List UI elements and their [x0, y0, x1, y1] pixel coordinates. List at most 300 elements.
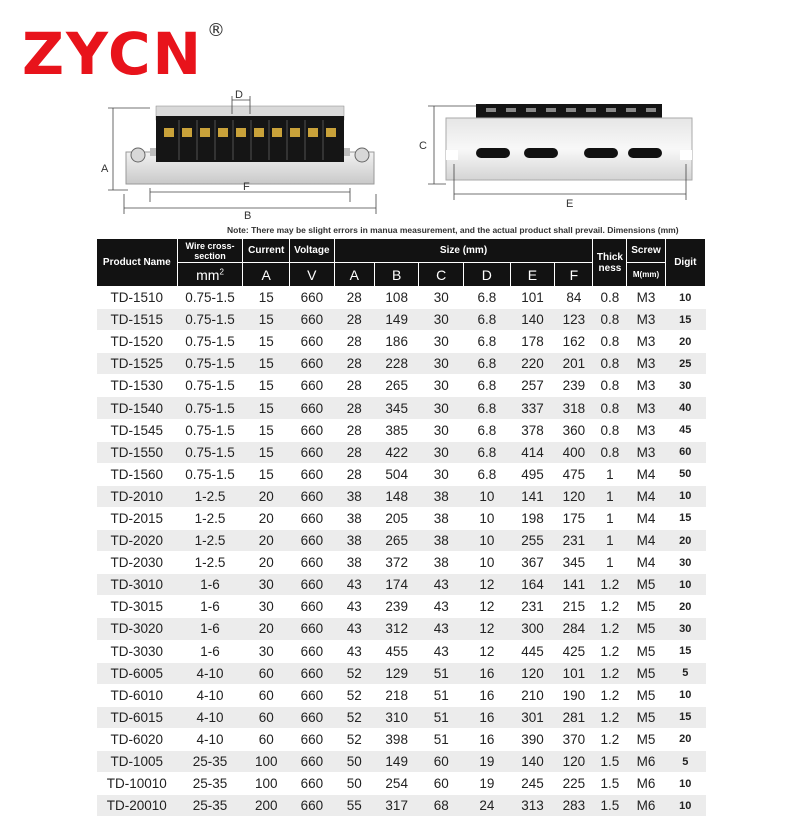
dim-label-a: A — [101, 163, 109, 175]
cell-thickness: 1 — [593, 507, 627, 529]
cell-wire-section: 1-2.5 — [177, 552, 243, 574]
cell-size-a: 28 — [334, 397, 374, 419]
cell-size-e: 445 — [510, 640, 555, 662]
cell-product-name: TD-1530 — [97, 375, 178, 397]
cell-size-c: 30 — [419, 331, 464, 353]
cell-current: 15 — [243, 419, 290, 441]
header-voltage: Voltage — [290, 239, 335, 263]
dim-label-c: C — [419, 140, 427, 152]
header-screw: Screw — [627, 239, 665, 263]
cell-size-e: 141 — [510, 485, 555, 507]
cell-voltage: 660 — [290, 750, 335, 772]
header-current: Current — [243, 239, 290, 263]
cell-size-b: 422 — [374, 441, 419, 463]
cell-thickness: 0.8 — [593, 397, 627, 419]
cell-wire-section: 0.75-1.5 — [177, 419, 243, 441]
cell-voltage: 660 — [290, 309, 335, 331]
cell-size-c: 68 — [419, 795, 464, 817]
cell-screw: M3 — [627, 331, 665, 353]
cell-screw: M4 — [627, 463, 665, 485]
cell-size-f: 345 — [555, 552, 593, 574]
cell-wire-section: 0.75-1.5 — [177, 441, 243, 463]
cell-size-c: 30 — [419, 287, 464, 309]
cell-current: 15 — [243, 309, 290, 331]
cell-size-f: 162 — [555, 331, 593, 353]
cell-size-c: 30 — [419, 441, 464, 463]
cell-size-c: 30 — [419, 353, 464, 375]
cell-size-d: 12 — [464, 618, 511, 640]
cell-screw: M3 — [627, 419, 665, 441]
cell-voltage: 660 — [290, 485, 335, 507]
cell-screw: M5 — [627, 662, 665, 684]
cell-size-c: 51 — [419, 662, 464, 684]
cell-product-name: TD-1005 — [97, 750, 178, 772]
table-row — [97, 397, 706, 419]
cell-current: 20 — [243, 552, 290, 574]
table-row — [97, 618, 706, 640]
header-size-f: F — [555, 263, 593, 287]
front-view — [108, 96, 376, 214]
cell-voltage: 660 — [290, 287, 335, 309]
cell-thickness: 0.8 — [593, 441, 627, 463]
cell-size-c: 43 — [419, 618, 464, 640]
cell-thickness: 1.5 — [593, 795, 627, 817]
header-size-c: C — [419, 263, 464, 287]
cell-size-d: 6.8 — [464, 441, 511, 463]
cell-wire-section: 0.75-1.5 — [177, 353, 243, 375]
cell-current: 15 — [243, 331, 290, 353]
cell-screw: M3 — [627, 397, 665, 419]
cell-size-e: 257 — [510, 375, 555, 397]
cell-size-a: 28 — [334, 331, 374, 353]
dim-label-b: B — [244, 210, 252, 222]
measurement-note: Note: There may be slight errors in manua measurement, and the actual product shall prevail. Dimensions (mm) — [227, 225, 679, 235]
cell-size-d: 16 — [464, 662, 511, 684]
cell-size-e: 140 — [510, 309, 555, 331]
cell-size-d: 6.8 — [464, 375, 511, 397]
cell-size-c: 60 — [419, 773, 464, 795]
cell-product-name: TD-6005 — [97, 662, 178, 684]
cell-thickness: 1 — [593, 530, 627, 552]
table-row — [97, 750, 706, 772]
cell-thickness: 1.2 — [593, 596, 627, 618]
cell-current: 15 — [243, 287, 290, 309]
cell-digit: 15 — [665, 309, 705, 331]
cell-size-a: 43 — [334, 574, 374, 596]
cell-product-name: TD-1560 — [97, 463, 178, 485]
cell-wire-section: 0.75-1.5 — [177, 463, 243, 485]
cell-product-name: TD-1525 — [97, 353, 178, 375]
cell-product-name: TD-3030 — [97, 640, 178, 662]
cell-screw: M5 — [627, 728, 665, 750]
dim-label-e: E — [566, 198, 574, 210]
cell-size-a: 43 — [334, 618, 374, 640]
cell-voltage: 660 — [290, 530, 335, 552]
cell-wire-section: 0.75-1.5 — [177, 287, 243, 309]
cell-wire-section: 0.75-1.5 — [177, 375, 243, 397]
cell-screw: M5 — [627, 706, 665, 728]
cell-size-a: 50 — [334, 750, 374, 772]
header-size-d: D — [464, 263, 511, 287]
cell-digit: 40 — [665, 397, 705, 419]
cell-size-e: 178 — [510, 331, 555, 353]
cell-current: 30 — [243, 574, 290, 596]
table-row — [97, 596, 706, 618]
header-wire-unit: $mm^2$ — [177, 263, 243, 287]
cell-size-f: 215 — [555, 596, 593, 618]
cell-size-b: 372 — [374, 552, 419, 574]
cell-wire-section: 1-6 — [177, 574, 243, 596]
cell-size-b: 317 — [374, 795, 419, 817]
cell-thickness: 1.2 — [593, 640, 627, 662]
cell-size-d: 19 — [464, 750, 511, 772]
cell-size-b: 239 — [374, 596, 419, 618]
cell-thickness: 1.2 — [593, 618, 627, 640]
cell-current: 20 — [243, 530, 290, 552]
cell-thickness: 0.8 — [593, 287, 627, 309]
cell-product-name: TD-6015 — [97, 706, 178, 728]
cell-current: 30 — [243, 596, 290, 618]
cell-size-a: 52 — [334, 728, 374, 750]
cell-digit: 10 — [665, 773, 705, 795]
cell-current: 15 — [243, 375, 290, 397]
table-row — [97, 530, 706, 552]
cell-wire-section: 4-10 — [177, 684, 243, 706]
cell-current: 60 — [243, 706, 290, 728]
cell-size-c: 38 — [419, 507, 464, 529]
cell-thickness: 1 — [593, 485, 627, 507]
cell-thickness: 0.8 — [593, 353, 627, 375]
cell-digit: 10 — [665, 574, 705, 596]
cell-digit: 10 — [665, 287, 705, 309]
cell-digit: 20 — [665, 530, 705, 552]
cell-size-f: 281 — [555, 706, 593, 728]
cell-size-b: 254 — [374, 773, 419, 795]
cell-size-c: 30 — [419, 309, 464, 331]
cell-thickness: 0.8 — [593, 419, 627, 441]
cell-size-f: 283 — [555, 795, 593, 817]
cell-voltage: 660 — [290, 728, 335, 750]
cell-size-a: 52 — [334, 662, 374, 684]
cell-voltage: 660 — [290, 441, 335, 463]
cell-size-e: 390 — [510, 728, 555, 750]
header-size-b: B — [374, 263, 419, 287]
cell-size-f: 225 — [555, 773, 593, 795]
cell-size-b: 149 — [374, 309, 419, 331]
cell-size-c: 43 — [419, 596, 464, 618]
cell-product-name: TD-6010 — [97, 684, 178, 706]
cell-size-d: 10 — [464, 485, 511, 507]
cell-digit: 5 — [665, 662, 705, 684]
cell-size-b: 345 — [374, 397, 419, 419]
cell-screw: M3 — [627, 287, 665, 309]
cell-size-a: 38 — [334, 507, 374, 529]
cell-size-a: 43 — [334, 640, 374, 662]
dim-label-d: D — [235, 90, 243, 101]
cell-current: 100 — [243, 773, 290, 795]
cell-product-name: TD-10010 — [97, 773, 178, 795]
cell-size-f: 120 — [555, 485, 593, 507]
cell-current: 60 — [243, 684, 290, 706]
cell-wire-section: 1-6 — [177, 640, 243, 662]
cell-size-f: 201 — [555, 353, 593, 375]
header-size-e: E — [510, 263, 555, 287]
cell-thickness: 1.5 — [593, 773, 627, 795]
cell-voltage: 660 — [290, 684, 335, 706]
cell-size-a: 28 — [334, 287, 374, 309]
table-row — [97, 640, 706, 662]
cell-size-f: 120 — [555, 750, 593, 772]
cell-size-a: 55 — [334, 795, 374, 817]
registered-mark: ® — [207, 20, 225, 41]
cell-size-f: 425 — [555, 640, 593, 662]
cell-voltage: 660 — [290, 375, 335, 397]
cell-thickness: 0.8 — [593, 331, 627, 353]
cell-voltage: 660 — [290, 773, 335, 795]
cell-size-d: 12 — [464, 574, 511, 596]
cell-size-d: 12 — [464, 640, 511, 662]
table-row — [97, 684, 706, 706]
cell-thickness: 0.8 — [593, 375, 627, 397]
cell-screw: M5 — [627, 640, 665, 662]
cell-size-e: 313 — [510, 795, 555, 817]
cell-size-e: 245 — [510, 773, 555, 795]
cell-size-d: 16 — [464, 684, 511, 706]
cell-screw: M4 — [627, 552, 665, 574]
cell-thickness: 1.5 — [593, 750, 627, 772]
cell-current: 15 — [243, 397, 290, 419]
cell-size-b: 504 — [374, 463, 419, 485]
cell-size-e: 337 — [510, 397, 555, 419]
cell-voltage: 660 — [290, 419, 335, 441]
cell-size-a: 43 — [334, 596, 374, 618]
side-view — [428, 104, 692, 200]
cell-size-f: 370 — [555, 728, 593, 750]
cell-size-a: 38 — [334, 530, 374, 552]
dimension-diagram — [0, 90, 800, 230]
cell-thickness: 1 — [593, 552, 627, 574]
cell-digit: 30 — [665, 375, 705, 397]
cell-digit: 15 — [665, 507, 705, 529]
cell-product-name: TD-1550 — [97, 441, 178, 463]
table-row — [97, 353, 706, 375]
cell-screw: M3 — [627, 441, 665, 463]
cell-current: 200 — [243, 795, 290, 817]
cell-size-a: 52 — [334, 706, 374, 728]
table-row — [97, 485, 706, 507]
cell-product-name: TD-2030 — [97, 552, 178, 574]
cell-current: 60 — [243, 662, 290, 684]
cell-current: 30 — [243, 640, 290, 662]
table-row — [97, 419, 706, 441]
header-current-unit: A — [243, 263, 290, 287]
cell-size-d: 6.8 — [464, 419, 511, 441]
cell-size-f: 284 — [555, 618, 593, 640]
cell-size-e: 414 — [510, 441, 555, 463]
table-row — [97, 773, 706, 795]
table-row — [97, 507, 706, 529]
cell-digit: 30 — [665, 552, 705, 574]
cell-digit: 10 — [665, 795, 705, 817]
cell-thickness: 1.2 — [593, 684, 627, 706]
cell-size-b: 310 — [374, 706, 419, 728]
cell-size-d: 6.8 — [464, 287, 511, 309]
cell-product-name: TD-1515 — [97, 309, 178, 331]
cell-screw: M5 — [627, 574, 665, 596]
cell-voltage: 660 — [290, 706, 335, 728]
cell-digit: 15 — [665, 640, 705, 662]
cell-product-name: TD-2020 — [97, 530, 178, 552]
table-row — [97, 375, 706, 397]
cell-size-e: 255 — [510, 530, 555, 552]
table-row — [97, 441, 706, 463]
cell-digit: 10 — [665, 485, 705, 507]
cell-wire-section: 25-35 — [177, 750, 243, 772]
cell-size-c: 43 — [419, 640, 464, 662]
cell-size-e: 164 — [510, 574, 555, 596]
cell-digit: 20 — [665, 596, 705, 618]
cell-size-b: 385 — [374, 419, 419, 441]
cell-screw: M5 — [627, 618, 665, 640]
cell-size-b: 186 — [374, 331, 419, 353]
cell-current: 20 — [243, 507, 290, 529]
cell-size-f: 101 — [555, 662, 593, 684]
cell-size-d: 24 — [464, 795, 511, 817]
cell-size-b: 148 — [374, 485, 419, 507]
cell-digit: 30 — [665, 618, 705, 640]
brand-logo: ZYCN — [22, 20, 204, 88]
table-row — [97, 552, 706, 574]
cell-product-name: TD-1545 — [97, 419, 178, 441]
cell-size-c: 38 — [419, 530, 464, 552]
table-row — [97, 662, 706, 684]
cell-size-d: 16 — [464, 728, 511, 750]
cell-size-f: 141 — [555, 574, 593, 596]
cell-size-d: 6.8 — [464, 463, 511, 485]
cell-wire-section: 0.75-1.5 — [177, 331, 243, 353]
cell-digit: 20 — [665, 728, 705, 750]
cell-voltage: 660 — [290, 574, 335, 596]
cell-current: 15 — [243, 441, 290, 463]
table-row — [97, 728, 706, 750]
cell-size-e: 495 — [510, 463, 555, 485]
cell-size-b: 218 — [374, 684, 419, 706]
cell-wire-section: 1-6 — [177, 596, 243, 618]
cell-size-b: 174 — [374, 574, 419, 596]
cell-screw: M6 — [627, 773, 665, 795]
cell-screw: M6 — [627, 750, 665, 772]
cell-size-e: 101 — [510, 287, 555, 309]
cell-current: 20 — [243, 618, 290, 640]
cell-screw: M3 — [627, 375, 665, 397]
table-row — [97, 706, 706, 728]
cell-size-f: 190 — [555, 684, 593, 706]
cell-size-c: 38 — [419, 552, 464, 574]
cell-size-b: 228 — [374, 353, 419, 375]
cell-size-b: 455 — [374, 640, 419, 662]
cell-current: 100 — [243, 750, 290, 772]
cell-product-name: TD-1540 — [97, 397, 178, 419]
cell-current: 15 — [243, 353, 290, 375]
cell-wire-section: 1-2.5 — [177, 485, 243, 507]
cell-wire-section: 0.75-1.5 — [177, 397, 243, 419]
table-row — [97, 331, 706, 353]
cell-product-name: TD-3010 — [97, 574, 178, 596]
cell-size-a: 28 — [334, 441, 374, 463]
header-screw-unit: M(mm) — [627, 263, 665, 287]
cell-voltage: 660 — [290, 795, 335, 817]
cell-size-b: 265 — [374, 375, 419, 397]
cell-screw: M6 — [627, 795, 665, 817]
cell-digit: 25 — [665, 353, 705, 375]
cell-thickness: 1.2 — [593, 574, 627, 596]
cell-size-b: 149 — [374, 750, 419, 772]
cell-size-d: 10 — [464, 552, 511, 574]
cell-size-d: 6.8 — [464, 397, 511, 419]
cell-size-c: 30 — [419, 419, 464, 441]
cell-size-e: 301 — [510, 706, 555, 728]
cell-size-c: 60 — [419, 750, 464, 772]
cell-product-name: TD-1520 — [97, 331, 178, 353]
cell-voltage: 660 — [290, 552, 335, 574]
cell-wire-section: 1-2.5 — [177, 507, 243, 529]
cell-size-b: 129 — [374, 662, 419, 684]
cell-product-name: TD-20010 — [97, 795, 178, 817]
table-row — [97, 463, 706, 485]
cell-size-b: 108 — [374, 287, 419, 309]
table-row — [97, 309, 706, 331]
cell-voltage: 660 — [290, 596, 335, 618]
header-digit: Digit — [665, 239, 705, 287]
cell-product-name: TD-3020 — [97, 618, 178, 640]
cell-size-e: 378 — [510, 419, 555, 441]
cell-size-f: 84 — [555, 287, 593, 309]
cell-size-d: 6.8 — [464, 309, 511, 331]
header-wire-section: Wire cross-section — [177, 239, 243, 263]
cell-size-f: 400 — [555, 441, 593, 463]
cell-size-a: 52 — [334, 684, 374, 706]
cell-size-d: 6.8 — [464, 331, 511, 353]
cell-size-e: 198 — [510, 507, 555, 529]
cell-size-e: 231 — [510, 596, 555, 618]
cell-size-f: 360 — [555, 419, 593, 441]
cell-size-a: 28 — [334, 463, 374, 485]
cell-digit: 50 — [665, 463, 705, 485]
cell-size-f: 175 — [555, 507, 593, 529]
header-size-a: A — [334, 263, 374, 287]
cell-digit: 5 — [665, 750, 705, 772]
cell-current: 60 — [243, 728, 290, 750]
cell-screw: M5 — [627, 684, 665, 706]
cell-voltage: 660 — [290, 618, 335, 640]
cell-size-f: 318 — [555, 397, 593, 419]
header-voltage-unit: V — [290, 263, 335, 287]
table-row — [97, 574, 706, 596]
cell-size-c: 51 — [419, 706, 464, 728]
cell-thickness: 1.2 — [593, 728, 627, 750]
cell-size-a: 28 — [334, 419, 374, 441]
cell-size-e: 300 — [510, 618, 555, 640]
cell-digit: 20 — [665, 331, 705, 353]
cell-wire-section: 1-6 — [177, 618, 243, 640]
header-thickness: Thick ness — [593, 239, 627, 287]
cell-size-c: 38 — [419, 485, 464, 507]
cell-thickness: 1 — [593, 463, 627, 485]
cell-voltage: 660 — [290, 397, 335, 419]
cell-wire-section: 4-10 — [177, 662, 243, 684]
cell-voltage: 660 — [290, 353, 335, 375]
cell-voltage: 660 — [290, 463, 335, 485]
